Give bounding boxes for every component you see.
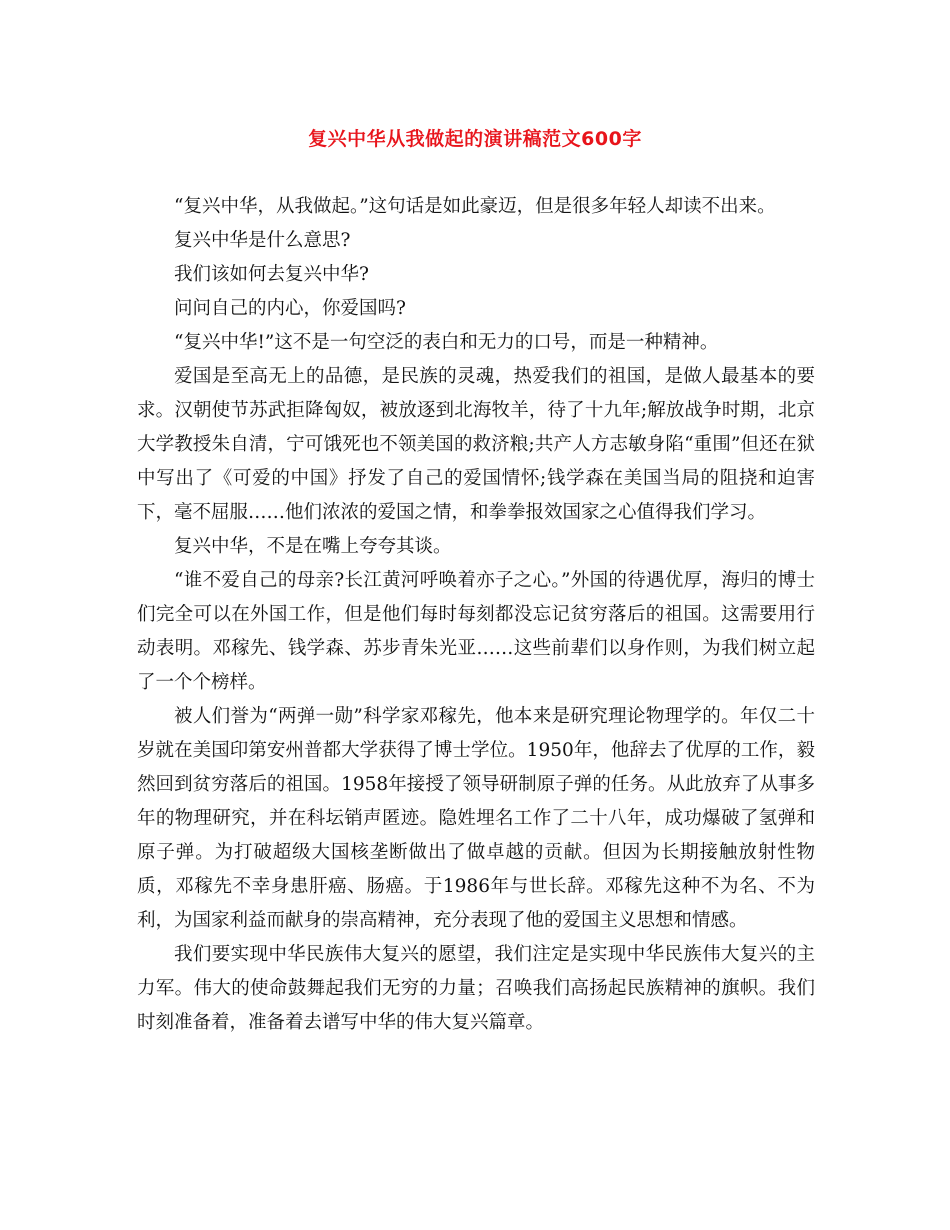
paragraph-9: 被人们誉为“两弹一勋”科学家邓稼先，他本来是研究理论物理学的。年仅二十岁就在美国印第安州普都大学获得了博士学位。1950年，他辞去了优厚的工作，毅然回到贫穷落后的祖国。1958年接授了领导研制原子弹的任务。从此放弃了从事多年的物理研究，并在科坛销声匿迹。隐姓埋名工作了二十八年，成功爆破了氢弹和原子弹。为打破超级大国核垄断做出了做卓越的贡献。但因为长期接触放射性物质，邓稼先不幸身患肝癌、肠癌。于1986年与世长辞。邓稼先这种不为名、不为利，为国家利益而献身的崇高精神，充分表现了他的爱国主义思想和情感。 [137,706,815,931]
paragraph-1: “复兴中华，从我做起。”这句话是如此豪迈，但是很多年轻人却读不出来。 [174,196,776,217]
paragraph-10: 我们要实现中华民族伟大复兴的愿望，我们注定是实现中华民族伟大复兴的主力军。伟大的使命鼓舞起我们无穷的力量；召唤我们高扬起民族精神的旗帜。我们时刻准备着，准备着去谱写中华的伟大复兴篇章。 [137,944,815,1033]
paragraph-2: 复兴中华是什么意思? [174,230,351,251]
document-body [137,190,815,1040]
paragraph-6: 爱国是至高无上的品德，是民族的灵魂，热爱我们的祖国，是做人最基本的要求。汉朝使节苏武拒降匈奴，被放逐到北海牧羊，待了十九年;解放战争时期，北京大学教授朱自清，宁可饿死也不领美国的救济粮;共产人方志敏身陷“重围”但还在狱中写出了《可爱的中国》抒发了自己的爱国情怀;钱学森在美国当局的阻挠和迫害下，毫不屈服……他们浓浓的爱国之情，和拳拳报效国家之心值得我们学习。 [137,366,815,523]
paragraph-3: 我们该如何去复兴中华? [174,264,369,285]
paragraph-5: “复兴中华!”这不是一句空泛的表白和无力的口号，而是一种精神。 [174,332,719,353]
paragraph-7: 复兴中华，不是在嘴上夸夸其谈。 [174,536,452,557]
paragraph-8: “谁不爱自己的母亲?长江黄河呼唤着亦子之心。”外国的待遇优厚，海归的博士们完全可以在外国工作，但是他们每时每刻都没忘记贫穷落后的祖国。这需要用行动表明。邓稼先、钱学森、苏步青朱光亚……这些前辈们以身作则，为我们树立起了一个个榜样。 [137,570,815,693]
paragraph-4: 问问自己的内心，你爱国吗? [174,298,406,319]
document-title: 复兴中华从我做起的演讲稿范文600字 [308,128,642,150]
